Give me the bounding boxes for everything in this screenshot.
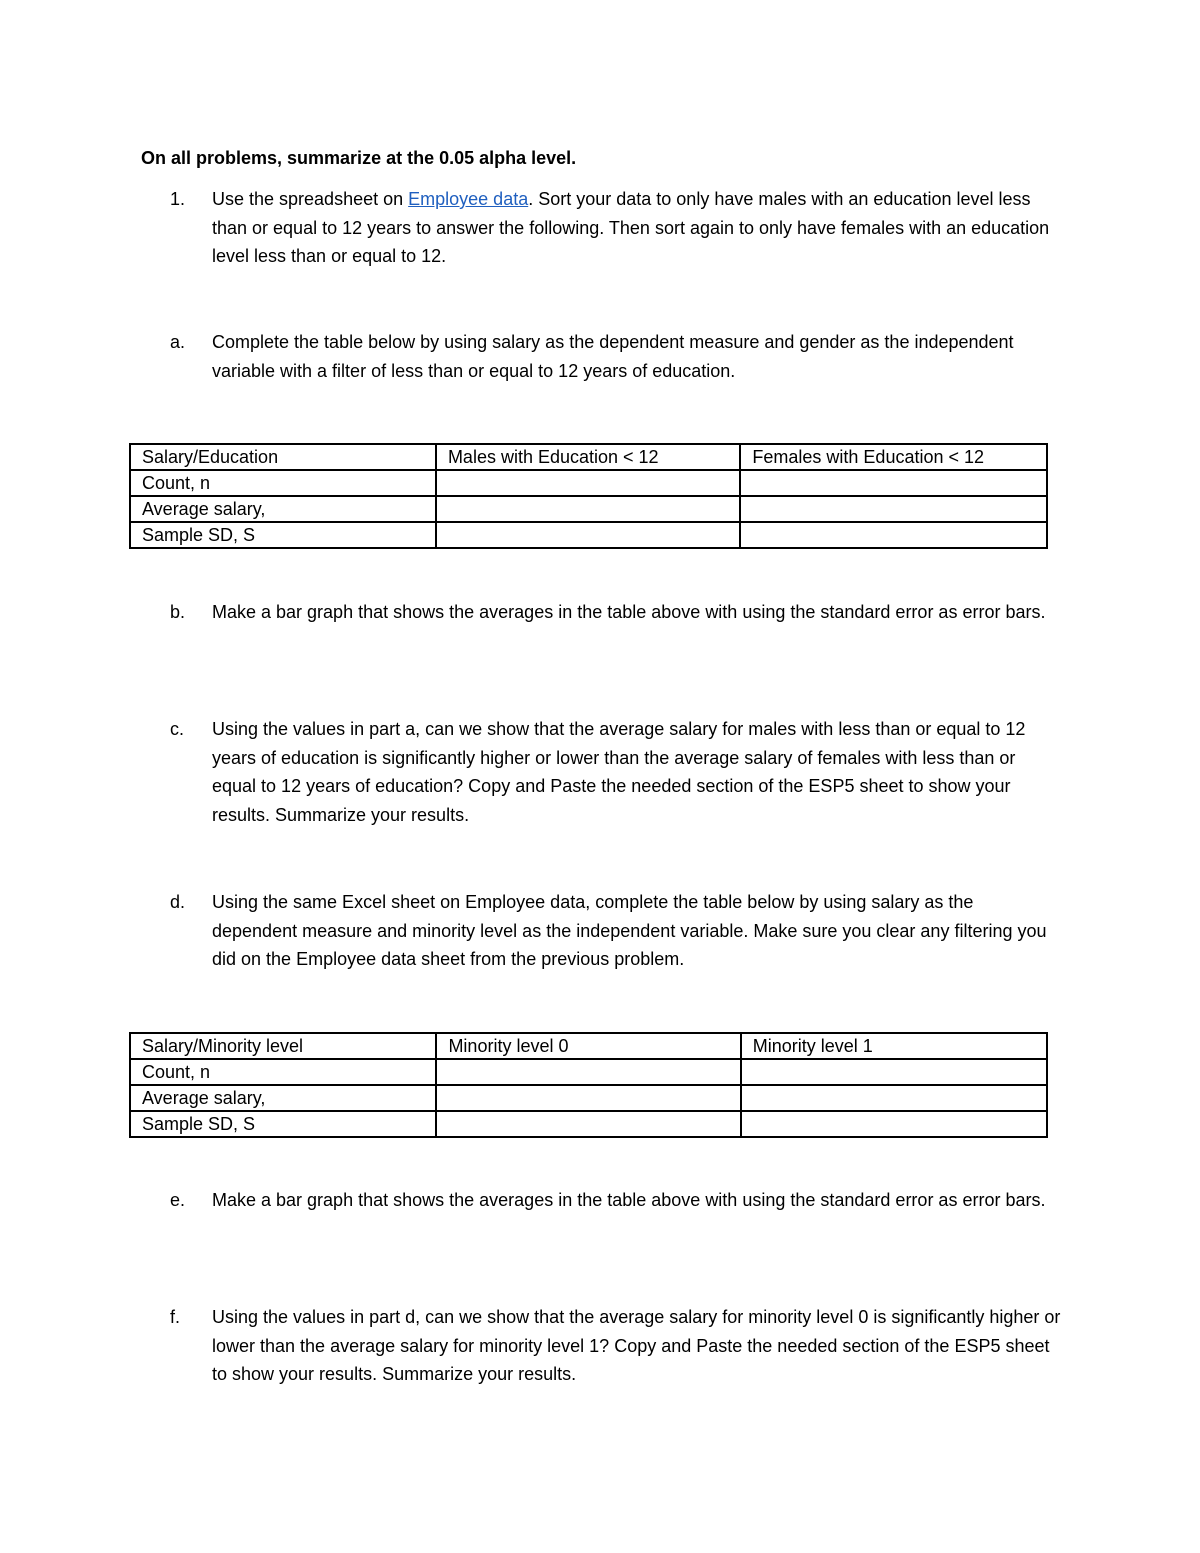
table-row-label: Average salary, bbox=[130, 1085, 436, 1111]
table-cell bbox=[741, 1111, 1047, 1137]
table-cell bbox=[741, 1059, 1047, 1085]
table-row bbox=[130, 1085, 1047, 1111]
table-header-cell: Salary/Minority level bbox=[130, 1033, 436, 1059]
question-1 bbox=[170, 185, 1070, 271]
part-f-text: Using the values in part d, can we show that the average salary for minority level 0 is significantly higher or lower than the average salary for minority level 1? Copy and Paste the needed section of the ESP5 sheet to show your results. Summarize your results. bbox=[212, 1307, 1061, 1384]
table-cell bbox=[436, 1085, 740, 1111]
table-row-label: Average salary, bbox=[130, 496, 436, 522]
part-a bbox=[170, 328, 1070, 385]
table-header-cell: Minority level 0 bbox=[436, 1033, 740, 1059]
part-e-marker: e. bbox=[170, 1190, 186, 1210]
part-b bbox=[170, 598, 1070, 627]
table-row bbox=[130, 470, 1047, 496]
table-cell bbox=[436, 496, 740, 522]
table-row-label: Count, n bbox=[130, 1059, 436, 1085]
table-row bbox=[130, 522, 1047, 548]
part-f-marker: f. bbox=[170, 1307, 181, 1327]
employee-data-link[interactable]: Employee data bbox=[408, 189, 529, 209]
part-a-marker: a. bbox=[170, 332, 186, 352]
table-header-row bbox=[130, 444, 1047, 470]
part-e bbox=[170, 1186, 1070, 1215]
part-b-text: Make a bar graph that shows the averages in the table above with using the standard error as error bars. bbox=[212, 602, 1046, 622]
table-row-label: Count, n bbox=[130, 470, 436, 496]
table-cell bbox=[740, 522, 1047, 548]
question-1-text bbox=[212, 185, 1062, 271]
question-1-marker: 1. bbox=[170, 189, 186, 209]
part-d-text: Using the same Excel sheet on Employee data, complete the table below by using salary as the dependent measure and minority level as the independent variable. Make sure you clear any filtering you did on the Employee data sheet from the previous problem. bbox=[212, 892, 1047, 969]
part-b-marker: b. bbox=[170, 602, 186, 622]
table-row bbox=[130, 496, 1047, 522]
part-a-text: Complete the table below by using salary as the dependent measure and gender as the independent variable with a filter of less than or equal to 12 years of education. bbox=[212, 332, 1014, 381]
table-cell bbox=[436, 1059, 740, 1085]
part-d-marker: d. bbox=[170, 892, 186, 912]
question-1-text-end: . Sort your data to only have males with an education level less than or equal to 12 years to answer the following. Then sort again to only have females with an education level less than or equal to 12. bbox=[212, 189, 1050, 266]
table-cell bbox=[436, 1111, 740, 1137]
part-c-text: Using the values in part a, can we show that the average salary for males with less than or equal to 12 years of education is significantly higher or lower than the average salary of females with less than or equal to 12 years of education? Copy and Paste the needed section of the ESP5 sheet to show your results. Summarize your results. bbox=[212, 719, 1026, 825]
table-cell bbox=[740, 470, 1047, 496]
table-cell bbox=[436, 470, 740, 496]
table-row bbox=[130, 1059, 1047, 1085]
question-1-text-start: Use the spreadsheet on bbox=[212, 189, 409, 209]
salary-minority-table bbox=[129, 1032, 1048, 1138]
instructions-heading: On all problems, summarize at the 0.05 alpha level. bbox=[141, 148, 577, 168]
part-c bbox=[170, 715, 1070, 829]
table-cell bbox=[741, 1085, 1047, 1111]
part-e-text: Make a bar graph that shows the averages in the table above with using the standard error as error bars. bbox=[212, 1190, 1046, 1210]
table-row bbox=[130, 1111, 1047, 1137]
part-f bbox=[170, 1303, 1070, 1389]
table-row-label: Sample SD, S bbox=[130, 1111, 436, 1137]
table-cell bbox=[436, 522, 740, 548]
table-header-row bbox=[130, 1033, 1047, 1059]
table-header-cell: Females with Education < 12 bbox=[740, 444, 1047, 470]
part-c-marker: c. bbox=[170, 719, 185, 739]
table-row-label: Sample SD, S bbox=[130, 522, 436, 548]
salary-education-table bbox=[129, 443, 1048, 549]
table-header-cell: Males with Education < 12 bbox=[436, 444, 740, 470]
table-header-cell: Minority level 1 bbox=[741, 1033, 1047, 1059]
table-header-cell: Salary/Education bbox=[130, 444, 436, 470]
table-cell bbox=[740, 496, 1047, 522]
part-d bbox=[170, 888, 1070, 974]
